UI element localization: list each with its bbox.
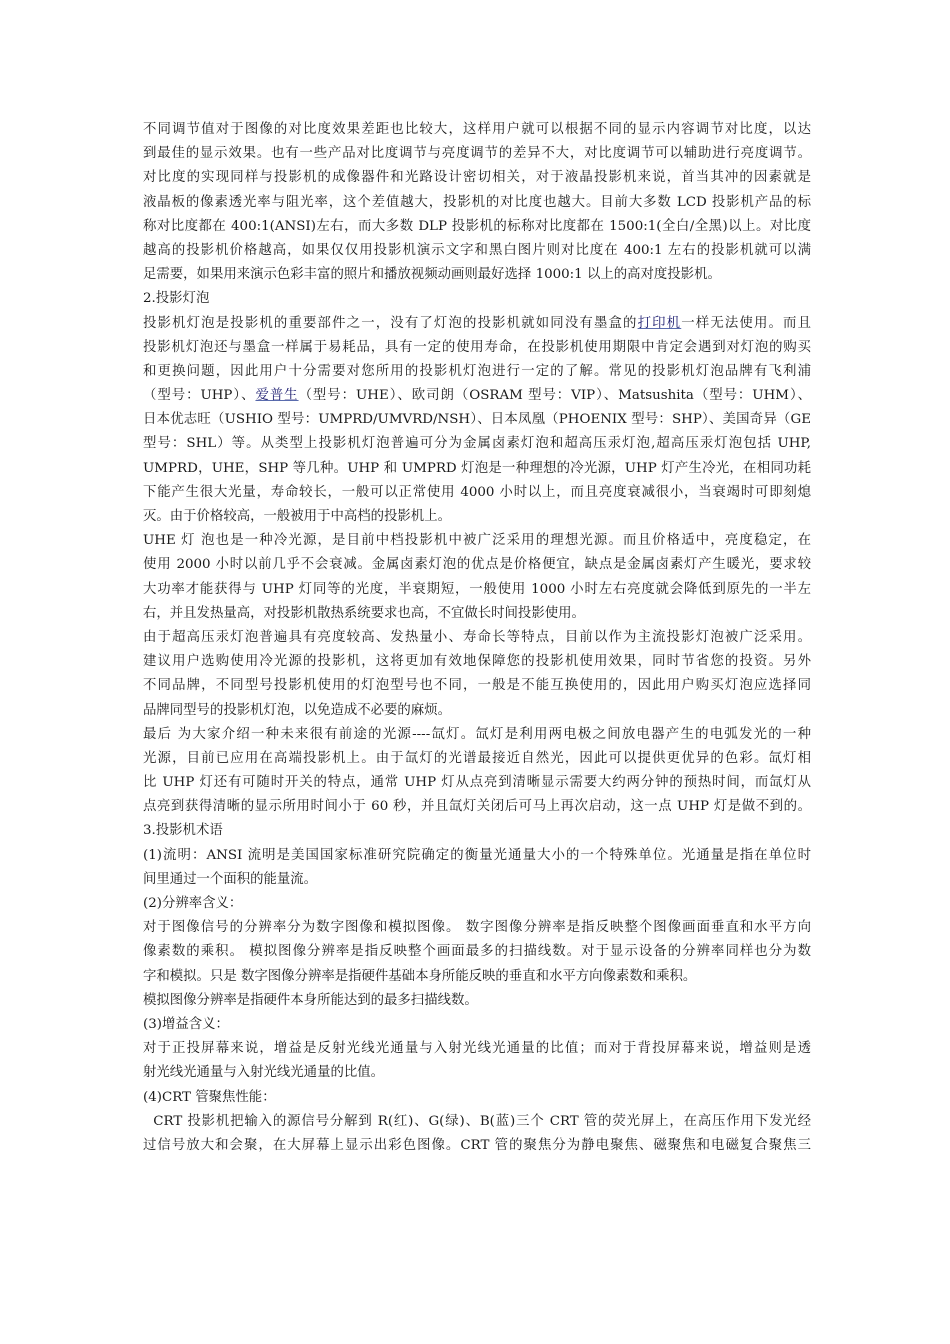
paragraph-lumen [143, 844, 811, 892]
text-line: 像素数的乘积。 模拟图像分辨率是指反映整个画面最多的扫描线数。对于显示设备的分辨率同样也分为数 [143, 944, 811, 960]
text-line: 对于正投屏幕来说，增益是反射光线光通量与入射光线光通量的比值；而对于背投屏幕来说，增益则是透 [143, 1041, 811, 1057]
link-printer[interactable]: 打印机 [637, 315, 682, 331]
paragraph-resolution [143, 916, 811, 1013]
text-line: 过信号放大和会聚，在大屏幕上显示出彩色图像。CRT 管的聚焦分为静电聚焦、磁聚焦和电磁复合聚焦三 [143, 1137, 811, 1153]
text-line: 对比度的实现同样与投影机的成像器件和光路设计密切相关，对于液晶投影机来说，首当其冲的因素就是 [143, 170, 811, 186]
section-heading-lamp: 2.投影灯泡 [143, 291, 210, 307]
paragraph-mainstream [143, 626, 811, 723]
text-line: 光源，目前已应用在高端投影机上。由于氙灯的光谱最接近自然光，因此可以提供更优异的色彩。氙灯相 [143, 750, 811, 766]
text-line: 下能产生很大光量，寿命较长，一般可以正常使用 4000 小时以上，而且亮度衰减很小，当衰竭时可即刻熄 [143, 484, 811, 500]
text-line: 比 UHP 灯还有可随时开关的特点，通常 UHP 灯从点亮到清晰显示需要大约两分钟的预热时间，而氙灯从 [143, 775, 811, 791]
text-line: UHE 灯 泡也是一种冷光源，是目前中档投影机中被广泛采用的理想光源。而且价格适中，亮度稳定，在 [143, 533, 811, 549]
text-line: 液晶板的像素透光率与阻光率，这个差值越大，投影机的对比度也越大。目前大多数 LCD 投影机产品的标 [143, 194, 811, 210]
section-heading-terms: 3.投影机术语 [143, 823, 223, 839]
text-line: 右，并且发热量高，对投影机散热系统要求也高，不宜做长时间投影使用。 [143, 605, 585, 621]
text-segment: 投影机灯泡是投影机的重要部件之一，没有了灯泡的投影机就如同没有墨盒的 [143, 315, 638, 331]
paragraph-lamp [143, 312, 811, 530]
text-line: UMPRD，UHE，SHP 等几种。UHP 和 UMPRD 灯泡是一种理想的冷光源，UHP 灯产生冷光，在相同功耗 [143, 460, 811, 476]
paragraph-gain [143, 1037, 811, 1085]
link-epson[interactable]: 爱普生 [255, 388, 299, 404]
text-line: 最后 为大家介绍一种未来很有前途的光源----氙灯。氙灯是利用两电极之间放电器产生的电弧发光的一种 [143, 726, 811, 742]
subheading-gain: (3)增益含义： [143, 1016, 229, 1032]
text-line: 足需要，如果用来演示色彩丰富的照片和播放视频动画则最好选择 1000:1 以上的高对度投影机。 [143, 267, 721, 283]
text-line: 模拟图像分辨率是指硬件本身所能达到的最多扫描线数。 [143, 992, 478, 1008]
text-line: 由于超高压汞灯泡普遍具有亮度较高、发热量小、寿命长等特点，目前以作为主流投影灯泡被广泛采用。 [143, 629, 811, 645]
text-line: 字和模拟。只是 数字图像分辨率是指硬件基础本身所能反映的垂直和水平方向像素数和乘积。 [143, 968, 697, 984]
text-line: 日本优志旺（USHIO 型号：UMPRD/UMVRD/NSH）、日本凤凰（PHOENIX 型号：SHP）、美国奇异（GE [143, 412, 811, 428]
text-line: 点亮到获得清晰的显示所用时间小于 60 秒，并且氙灯关闭后可马上再次启动，这一点 UHP 灯是做不到的。 [143, 799, 811, 815]
paragraph-crt [143, 1110, 811, 1158]
subheading-resolution: (2)分辨率含义： [143, 896, 243, 911]
document-page [143, 118, 811, 1158]
subheading-crt: (4)CRT 管聚焦性能： [143, 1089, 276, 1105]
text-line: (1)流明：ANSI 流明是美国国家标准研究院确定的衡量光通量大小的一个特殊单位。光通量是指在单位时 [143, 847, 811, 863]
text-line: CRT 投影机把输入的源信号分解到 R(红)、G(绿)、B(蓝)三个 CRT 管的荧光屏上，在高压作用下发光经 [143, 1113, 811, 1129]
text-line: 对于图像信号的分辨率分为数字图像和模拟图像。 数字图像分辨率是指反映整个图像画面垂直和水平方向 [143, 920, 811, 936]
paragraph-contrast [143, 118, 811, 287]
paragraph-uhe [143, 529, 811, 626]
text-line: 投影机灯泡还与墨盒一样属于易耗品，具有一定的使用寿命，在投影机使用期限中肯定会遇到对灯泡的购买 [143, 339, 811, 355]
text-line: 不同调节值对于图像的对比度效果差距也比较大，这样用户就可以根据不同的显示内容调节对比度，以达 [143, 122, 811, 137]
text-line [143, 384, 811, 408]
text-line: 型号：SHL）等。从类型上投影机灯泡普遍可分为金属卤素灯泡和超高压汞灯泡,超高压汞灯泡包括 UHP, [143, 436, 811, 452]
paragraph-xenon [143, 723, 811, 820]
text-line: 和更换问题，因此用户十分需要对您所用的投影机灯泡进行一定的了解。常见的投影机灯泡品牌有飞利浦 [143, 363, 811, 379]
text-line [143, 312, 811, 336]
text-line: 到最佳的显示效果。也有一些产品对比度调节与亮度调节的差异不大，对比度调节可以辅助进行亮度调节。 [143, 146, 811, 162]
text-line: 称对比度都在 400:1(ANSI)左右，而大多数 DLP 投影机的标称对比度都在 1500:1(全白/全黑)以上。对比度 [143, 218, 811, 234]
text-segment: 一样无法使用。而且 [681, 315, 811, 331]
text-line: 品牌同型号的投影机灯泡，以免造成不必要的麻烦。 [143, 702, 451, 718]
text-line: 大功率才能获得与 UHP 灯同等的光度，半衰期短，一般使用 1000 小时左右亮度就会降低到原先的一半左 [143, 581, 811, 597]
text-line: 越高的投影机价格越高，如果仅仅用投影机演示文字和黑白图片则对比度在 400:1 左右的投影机就可以满 [143, 242, 811, 258]
text-line: 不同品牌，不同型号投影机使用的灯泡型号也不同，一般是不能互换使用的，因此用户购买灯泡应选择同 [143, 678, 811, 694]
text-segment: （型号：UHE）、欧司朗（OSRAM 型号：VIP）、Matsushita（型号：UHM）、 [298, 388, 812, 404]
text-line: 间里通过一个面积的能量流。 [143, 871, 318, 887]
text-line: 射光线光通量与入射光线光通量的比值。 [143, 1065, 385, 1081]
text-segment: （型号：UHP）、 [143, 388, 256, 404]
text-line: 灭。由于价格较高，一般被用于中高档的投影机上。 [143, 509, 451, 524]
text-line: 建议用户选购使用冷光源的投影机，这将更加有效地保障您的投影机使用效果，同时节省您的投资。另外 [143, 654, 811, 670]
text-line: 使用 2000 小时以前几乎不会衰减。金属卤素灯泡的优点是价格便宜，缺点是金属卤素灯产生暖光，要求较 [143, 557, 811, 573]
